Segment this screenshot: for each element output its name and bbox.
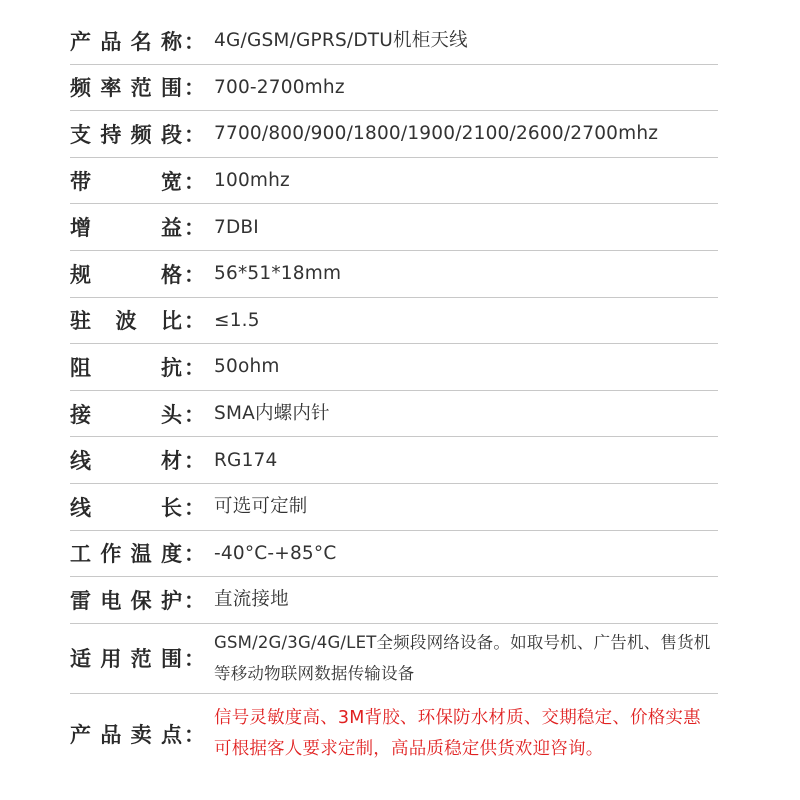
spec-label [70, 585, 182, 615]
spec-label-wrap [70, 26, 210, 56]
spec-label-wrap [70, 492, 210, 522]
spec-label-char: 电 [100, 588, 122, 613]
spec-label [70, 166, 182, 196]
spec-label-wrap [70, 585, 210, 615]
spec-label-char: 频 [130, 122, 152, 147]
spec-label-char: 阻 [70, 355, 91, 380]
spec-label-char: 品 [100, 29, 122, 54]
spec-row-gain [70, 204, 718, 251]
spec-label-char: 称 [160, 29, 182, 54]
spec-value: 50ohm [214, 356, 280, 378]
spec-colon: ： [184, 495, 205, 520]
spec-colon: ： [184, 169, 205, 194]
spec-value: 700-2700mhz [214, 76, 345, 98]
spec-label-char: 益 [161, 216, 182, 241]
spec-label [70, 445, 182, 475]
spec-row-impedance [70, 344, 718, 391]
spec-label-char: 卖 [130, 722, 152, 747]
spec-value: ≤1.5 [214, 309, 260, 331]
spec-colon: ： [184, 76, 205, 101]
spec-label-char: 产 [70, 722, 91, 747]
spec-label-char: 段 [160, 122, 182, 147]
spec-row-cable-length [70, 484, 718, 531]
spec-colon: ： [184, 29, 205, 54]
spec-value: 7DBI [214, 216, 259, 238]
spec-label [70, 492, 182, 522]
spec-label-char: 头 [161, 402, 182, 427]
spec-label-wrap [70, 166, 210, 196]
spec-label-char: 接 [70, 402, 91, 427]
spec-row-bandwidth [70, 158, 718, 205]
spec-row-cable [70, 437, 718, 484]
spec-label [70, 538, 182, 568]
spec-label-char: 用 [100, 647, 122, 672]
spec-label-char: 驻 [70, 309, 91, 334]
spec-colon: ： [184, 355, 205, 380]
spec-value: 100mhz [214, 170, 290, 192]
spec-label-char: 宽 [161, 169, 182, 194]
spec-label-char: 产 [70, 29, 91, 54]
spec-row-product-name [70, 18, 718, 65]
spec-row-frequency-range [70, 65, 718, 112]
spec-label-char: 材 [161, 449, 182, 474]
spec-table [70, 18, 718, 774]
spec-label-char: 护 [160, 588, 182, 613]
spec-label-char: 围 [160, 647, 182, 672]
spec-label-wrap [70, 719, 210, 749]
spec-label-char: 波 [115, 309, 137, 334]
spec-colon: ： [184, 309, 205, 334]
spec-label-char: 工 [70, 542, 91, 567]
spec-label-char: 作 [100, 542, 122, 567]
spec-label-char: 范 [130, 647, 152, 672]
spec-label-char: 增 [70, 216, 91, 241]
spec-label-wrap [70, 445, 210, 475]
spec-label-char: 长 [161, 495, 182, 520]
spec-label-char: 点 [160, 722, 182, 747]
spec-row-connector [70, 391, 718, 438]
spec-value: 56*51*18mm [214, 263, 342, 285]
spec-colon: ： [184, 122, 205, 147]
spec-colon: ： [184, 588, 205, 613]
spec-label-wrap [70, 399, 210, 429]
spec-label [70, 352, 182, 382]
spec-label [70, 212, 182, 242]
spec-label-char: 雷 [70, 588, 91, 613]
spec-label [70, 72, 182, 102]
spec-colon: ： [184, 542, 205, 567]
spec-colon: ： [184, 449, 205, 474]
spec-label [70, 26, 182, 56]
spec-label-wrap [70, 305, 210, 335]
spec-label [70, 643, 182, 673]
spec-label-wrap [70, 259, 210, 289]
spec-colon: ： [184, 402, 205, 427]
spec-row-application-scope [70, 624, 718, 694]
spec-label-char: 范 [130, 76, 152, 101]
spec-value: 4G/GSM/GPRS/DTU机柜天线 [214, 30, 468, 52]
spec-label [70, 719, 182, 749]
spec-colon: ： [184, 722, 205, 747]
spec-value: -40°C-+85°C [214, 542, 337, 564]
spec-label-char: 度 [160, 542, 182, 567]
spec-row-selling-points [70, 694, 718, 774]
spec-label-char: 格 [161, 262, 182, 287]
spec-value: 直流接地 [214, 589, 289, 611]
spec-label-char: 率 [100, 76, 122, 101]
spec-value: SMA内螺内针 [214, 403, 330, 425]
spec-label-wrap [70, 352, 210, 382]
spec-label-wrap [70, 212, 210, 242]
spec-label-char: 围 [160, 76, 182, 101]
spec-row-dimensions [70, 251, 718, 298]
spec-label [70, 399, 182, 429]
spec-colon: ： [184, 647, 205, 672]
spec-colon: ： [184, 216, 205, 241]
spec-row-supported-bands [70, 111, 718, 158]
spec-label-char: 抗 [161, 355, 182, 380]
spec-value: 7700/800/900/1800/1900/2100/2600/2700mhz [214, 123, 659, 145]
spec-label-char: 带 [70, 169, 91, 194]
spec-label-char: 适 [70, 647, 91, 672]
spec-value: 可选可定制 [214, 496, 308, 518]
spec-label-wrap [70, 643, 210, 673]
spec-colon: ： [184, 262, 205, 287]
spec-label-char: 线 [70, 449, 91, 474]
spec-label [70, 305, 182, 335]
spec-row-vswr [70, 298, 718, 345]
spec-row-operating-temperature [70, 531, 718, 578]
spec-label-char: 频 [70, 76, 91, 101]
spec-label-char: 线 [70, 495, 91, 520]
spec-label [70, 259, 182, 289]
spec-label [70, 119, 182, 149]
spec-label-char: 持 [100, 122, 122, 147]
spec-label-char: 温 [130, 542, 152, 567]
spec-label-char: 名 [130, 29, 152, 54]
spec-label-char: 规 [70, 262, 91, 287]
spec-label-char: 保 [130, 588, 152, 613]
spec-label-wrap [70, 538, 210, 568]
spec-label-char: 支 [70, 122, 91, 147]
spec-value: 信号灵敏度高、3M背胶、环保防水材质、交期稳定、价格实惠可根据客人要求定制，高品质稳定供货欢迎咨询。 [214, 707, 701, 759]
spec-value: RG174 [214, 449, 278, 471]
spec-label-wrap [70, 119, 210, 149]
spec-value: GSM/2G/3G/4G/LET全频段网络设备。如取号机、广告机、售货机等移动物联网数据传输设备 [214, 633, 711, 684]
spec-label-wrap [70, 72, 210, 102]
spec-label-char: 比 [161, 309, 182, 334]
spec-row-lightning-protection [70, 577, 718, 624]
spec-label-char: 品 [100, 722, 122, 747]
